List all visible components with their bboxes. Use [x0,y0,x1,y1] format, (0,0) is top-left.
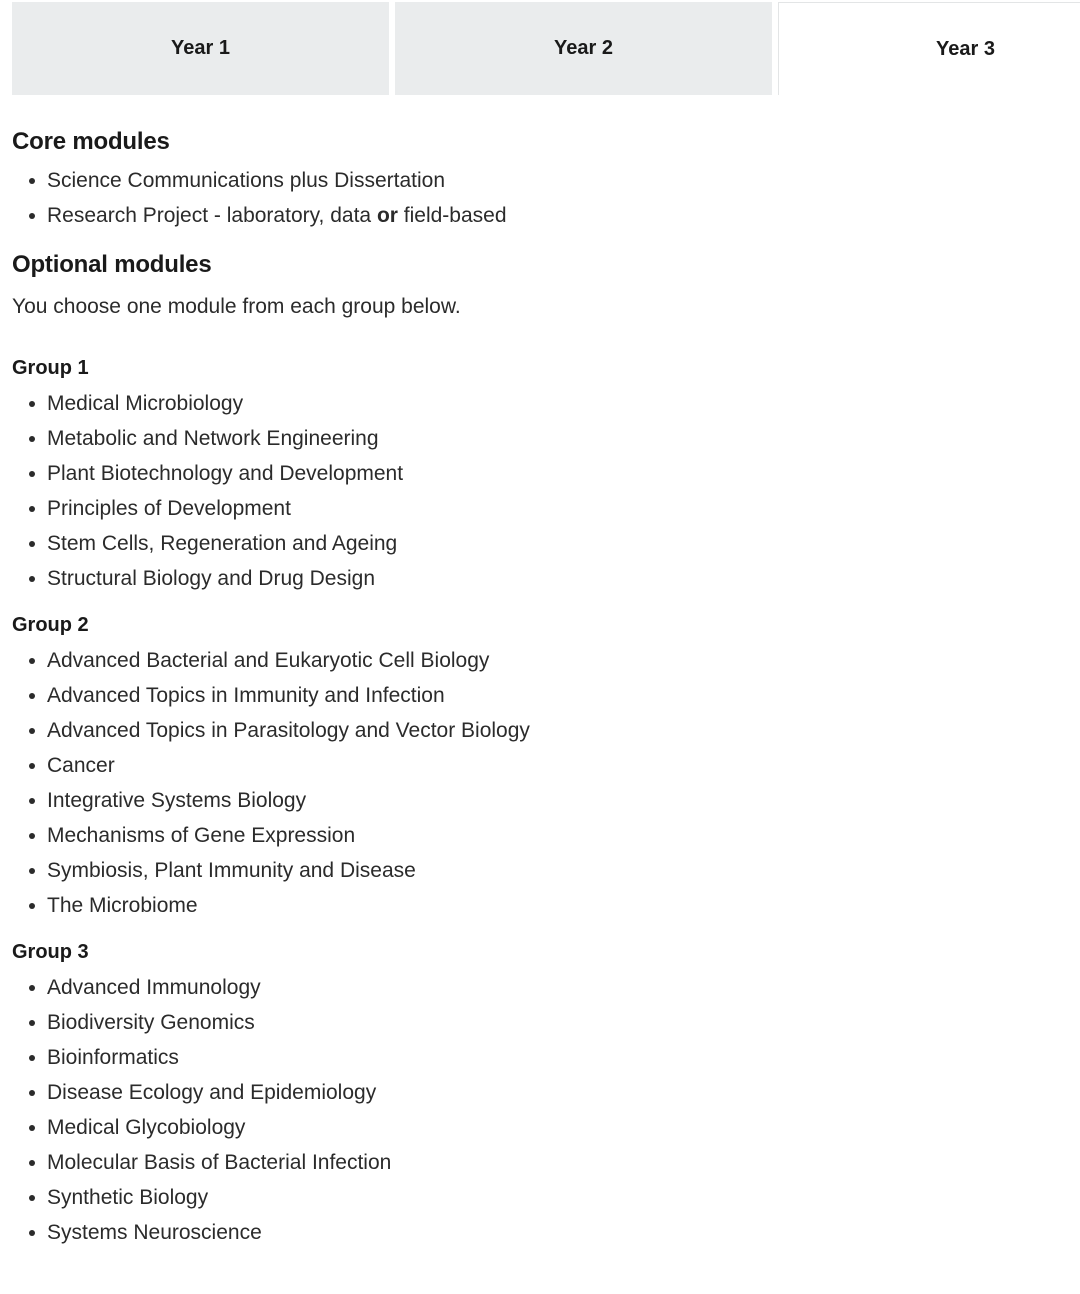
list-item-emphasis: or [376,204,398,227]
list-item: Advanced Topics in Parasitology and Vector Biology [12,713,1062,748]
core-modules-heading: Core modules [12,128,170,155]
list-item: Advanced Bacterial and Eukaryotic Cell Biology [12,643,1062,678]
list-item [12,198,1062,233]
tab-year-1-label: Year 1 [171,37,230,59]
year-3-panel [12,128,1062,1250]
list-item: The Microbiome [12,888,1062,923]
optional-modules-intro: You choose one module from each group below. [12,295,461,318]
list-item: Medical Glycobiology [12,1110,1062,1145]
group-2-list [12,643,1062,923]
list-item: Bioinformatics [12,1040,1062,1075]
list-item: Metabolic and Network Engineering [12,421,1062,456]
core-modules-list [12,163,1062,233]
list-item: Stem Cells, Regeneration and Ageing [12,526,1062,561]
tab-year-3[interactable] [778,2,1080,95]
list-item: Symbiosis, Plant Immunity and Disease [12,853,1062,888]
list-item: Cancer [12,748,1062,783]
list-item: Advanced Immunology [12,970,1062,1005]
list-item: Plant Biotechnology and Development [12,456,1062,491]
year-tabs [12,2,1080,95]
group-3-list [12,970,1062,1250]
group-3-heading: Group 3 [12,941,89,963]
list-item: Mechanisms of Gene Expression [12,818,1062,853]
list-item: Systems Neuroscience [12,1215,1062,1250]
list-item: Disease Ecology and Epidemiology [12,1075,1062,1110]
optional-modules-heading: Optional modules [12,251,212,278]
tab-year-2-label: Year 2 [554,37,613,59]
group-2-heading: Group 2 [12,614,89,636]
tab-year-3-label: Year 3 [936,37,995,60]
list-item: Science Communications plus Dissertation [12,163,1062,198]
group-1-list [12,386,1062,596]
group-1-heading: Group 1 [12,357,89,379]
list-item: Molecular Basis of Bacterial Infection [12,1145,1062,1180]
tab-year-1[interactable] [12,2,389,95]
list-item-text: Research Project - laboratory, data [47,204,377,227]
list-item: Synthetic Biology [12,1180,1062,1215]
list-item: Medical Microbiology [12,386,1062,421]
list-item: Advanced Topics in Immunity and Infection [12,678,1062,713]
list-item: Biodiversity Genomics [12,1005,1062,1040]
tab-year-2[interactable] [395,2,772,95]
list-item: Integrative Systems Biology [12,783,1062,818]
list-item: Principles of Development [12,491,1062,526]
list-item-text: field-based [397,204,507,227]
list-item: Structural Biology and Drug Design [12,561,1062,596]
